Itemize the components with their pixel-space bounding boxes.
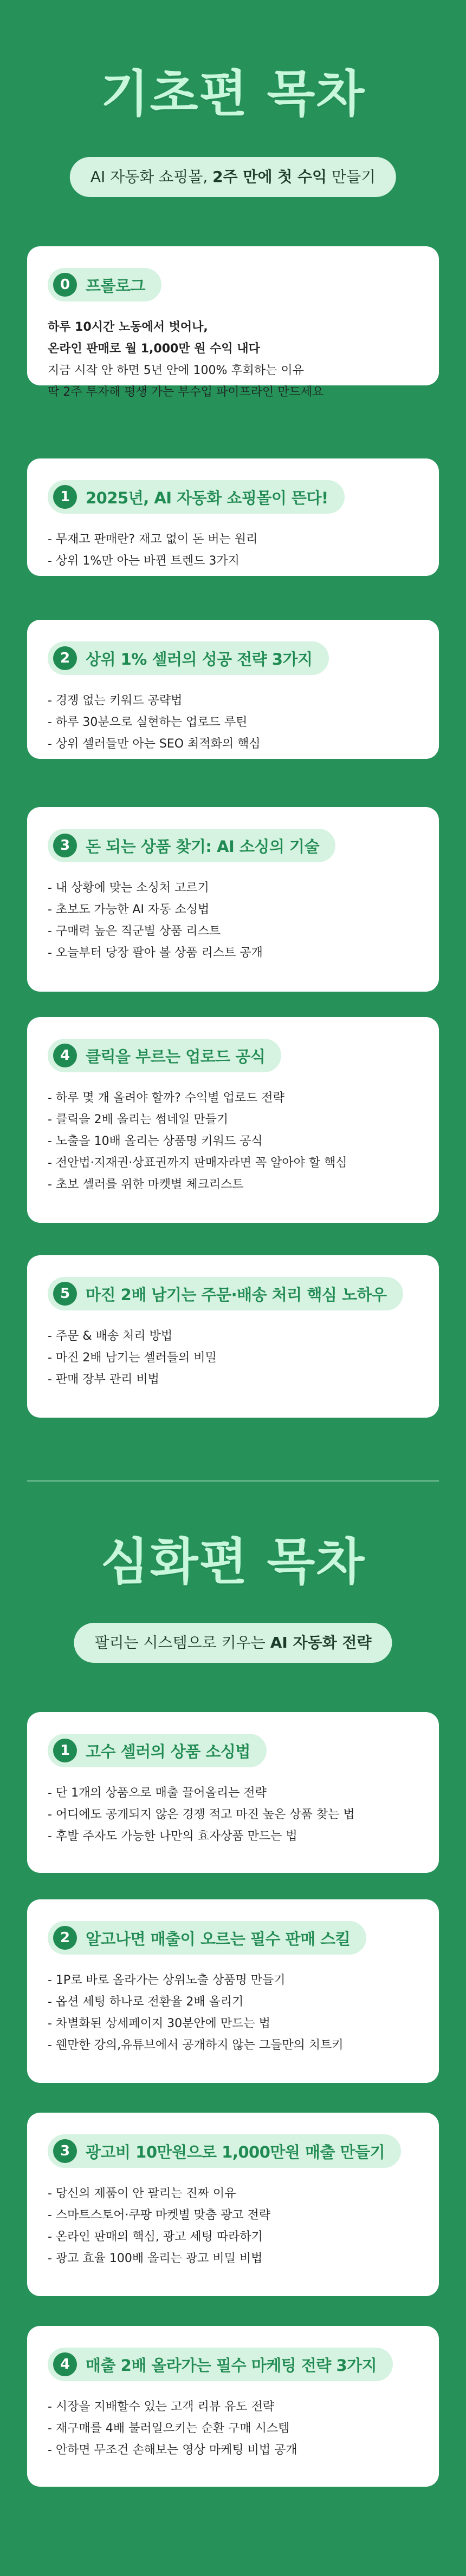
chapter-line: - 차별화된 상세페이지 30분안에 만드는 법: [48, 2017, 270, 2030]
chapter-line: - 단 1개의 상품으로 매출 끌어올리는 전략: [48, 1786, 267, 1800]
chapter-line: - 오늘부터 당장 팔아 볼 상품 리스트 공개: [48, 946, 263, 960]
chapter-number-badge: 4: [53, 1044, 77, 1067]
advanced-chapter-card-1: [27, 1712, 439, 1873]
chapter-line: - 주문 & 배송 처리 방법: [48, 1329, 173, 1343]
chapter-heading: 고수 셀러의 상품 소싱법: [86, 1742, 250, 1761]
advanced-section-title: 심화편 목차: [100, 1533, 366, 1591]
chapter-line: - 노출을 10배 올리는 상품명 키워드 공식: [48, 1135, 263, 1148]
chapter-heading-pill: [48, 641, 329, 675]
chapter-heading: 프롤로그: [86, 276, 146, 295]
chapter-heading: 상위 1% 셀러의 성공 전략 3가지: [86, 650, 313, 668]
basic-subtitle-prefix: AI 자동화 쇼핑몰,: [90, 168, 213, 186]
chapter-line: - 전안법·지재권·상표권까지 판매자라면 꼭 알아야 할 핵심: [48, 1156, 347, 1170]
chapter-card-prologue: [27, 246, 439, 399]
chapter-card-2: [27, 620, 439, 759]
chapter-line: - 초보도 가능한 AI 자동 소싱법: [48, 903, 210, 916]
chapter-card-1: [27, 458, 439, 576]
chapter-line: - 안하면 무조건 손해보는 영상 마케팅 비법 공개: [48, 2443, 297, 2457]
chapter-line: - 마진 2배 남기는 셀러들의 비밀: [48, 1351, 217, 1365]
basic-subtitle-suffix: 만들기: [327, 168, 376, 186]
chapter-line: - 경쟁 없는 키워드 공략법: [48, 694, 183, 707]
chapter-number-badge: 1: [53, 485, 77, 509]
chapter-heading: 알고나면 매출이 오르는 필수 판매 스킬: [86, 1929, 351, 1948]
chapter-number-badge: 2: [53, 646, 77, 670]
basic-section-title: 기초편 목차: [100, 65, 366, 123]
chapter-heading: 2025년, AI 자동화 쇼핑몰이 뜬다!: [86, 488, 328, 507]
chapter-line: - 후발 주자도 가능한 나만의 효자상품 만드는 법: [48, 1830, 297, 1843]
chapter-line: 하루 10시간 노동에서 벗어나,: [48, 320, 208, 334]
chapter-line: - 당신의 제품이 안 팔리는 진짜 이유: [48, 2187, 236, 2200]
chapter-line: - 상위 1%만 아는 바뀐 트렌드 3가지: [48, 554, 240, 568]
chapter-line: - 상위 셀러들만 아는 SEO 최적화의 핵심: [48, 737, 261, 751]
basic-subtitle-bold: 2주 만에 첫 수익: [212, 168, 327, 186]
advanced-subtitle-bold: AI 자동화 전략: [270, 1634, 372, 1651]
chapter-card-5: [27, 1255, 439, 1418]
advanced-chapter-card-4: [27, 2326, 439, 2487]
chapter-line: - 판매 장부 관리 비법: [48, 1373, 159, 1386]
advanced-subtitle-prefix: 팔리는 시스템으로 키우는: [94, 1634, 270, 1651]
chapter-heading: 광고비 10만원으로 1,000만원 매출 만들기: [86, 2142, 385, 2161]
chapter-line: - 스마트스토어·쿠팡 마켓별 맞춤 광고 전략: [48, 2208, 271, 2222]
chapter-heading: 마진 2배 남기는 주문·배송 처리 핵심 노하우: [86, 1285, 387, 1304]
chapter-line: - 어디에도 공개되지 않은 경쟁 적고 마진 높은 상품 찾는 법: [48, 1808, 355, 1821]
chapter-line: - 웬만한 강의,유튜브에서 공개하지 않는 그들만의 치트키: [48, 2038, 344, 2052]
chapter-heading-pill: [48, 2134, 401, 2168]
chapter-line: - 온라인 판매의 핵심, 광고 세팅 따라하기: [48, 2230, 263, 2244]
chapter-line: - 1P로 바로 올라가는 상위노출 상품명 만들기: [48, 1974, 286, 1987]
chapter-heading-pill: [48, 480, 345, 514]
chapter-line: - 하루 30분으로 실현하는 업로드 루틴: [48, 716, 248, 729]
chapter-heading-pill: [48, 2348, 393, 2381]
chapter-heading-pill: [48, 1921, 366, 1955]
advanced-chapter-card-3: [27, 2113, 439, 2296]
chapter-line: 딱 2주 투자해 평생 가는 부수입 파이프라인 만드세요: [48, 385, 324, 399]
chapter-heading: 클릭을 부르는 업로드 공식: [86, 1047, 266, 1066]
chapter-heading-pill: [48, 268, 161, 301]
chapter-number-badge: 2: [53, 1926, 77, 1950]
chapter-heading-pill: [48, 1277, 403, 1310]
chapter-heading: 매출 2배 올라가는 필수 마케팅 전략 3가지: [86, 2356, 377, 2375]
chapter-card-3: [27, 807, 439, 992]
chapter-heading-pill: [48, 1734, 267, 1767]
chapter-heading-pill: [48, 1039, 281, 1072]
chapter-number-badge: 3: [53, 834, 77, 857]
basic-subtitle-pill: [70, 157, 396, 197]
chapter-line: - 하루 몇 개 올려야 할까? 수익별 업로드 전략: [48, 1091, 284, 1105]
chapter-line: - 옵션 세팅 하나로 전환율 2배 올리기: [48, 1995, 244, 2009]
chapter-number-badge: 0: [53, 273, 77, 297]
chapter-line: - 무재고 판매란? 재고 없이 돈 버는 원리: [48, 533, 258, 546]
chapter-heading-pill: [48, 829, 335, 862]
chapter-card-4: [27, 1017, 439, 1223]
advanced-subtitle-pill: [74, 1623, 392, 1663]
chapter-line: 지금 시작 안 하면 5년 안에 100% 후회하는 이유: [48, 364, 304, 377]
chapter-number-badge: 5: [53, 1282, 77, 1306]
chapter-line: - 시장을 지배할수 있는 고객 리뷰 유도 전략: [48, 2400, 275, 2414]
chapter-line: - 클릭을 2배 올리는 썸네일 만들기: [48, 1113, 229, 1126]
chapter-line: - 광고 효율 100배 올리는 광고 비밀 비법: [48, 2252, 263, 2265]
chapter-line: 온라인 판매로 월 1,000만 원 수익 내다: [48, 342, 260, 356]
advanced-chapter-card-2: [27, 1899, 439, 2083]
chapter-heading: 돈 되는 상품 찾기: AI 소싱의 기술: [86, 837, 320, 856]
chapter-line: - 재구매를 4배 불러일으키는 순환 구매 시스템: [48, 2422, 290, 2435]
chapter-line: - 내 상황에 맞는 소싱처 고르기: [48, 881, 209, 895]
section-divider: [27, 1480, 439, 1482]
chapter-number-badge: 3: [53, 2139, 77, 2163]
chapter-number-badge: 1: [53, 1739, 77, 1762]
chapter-line: - 초보 셀러를 위한 마켓별 체크리스트: [48, 1178, 244, 1191]
chapter-line: - 구매력 높은 직군별 상품 리스트: [48, 925, 221, 938]
chapter-number-badge: 4: [53, 2352, 77, 2376]
